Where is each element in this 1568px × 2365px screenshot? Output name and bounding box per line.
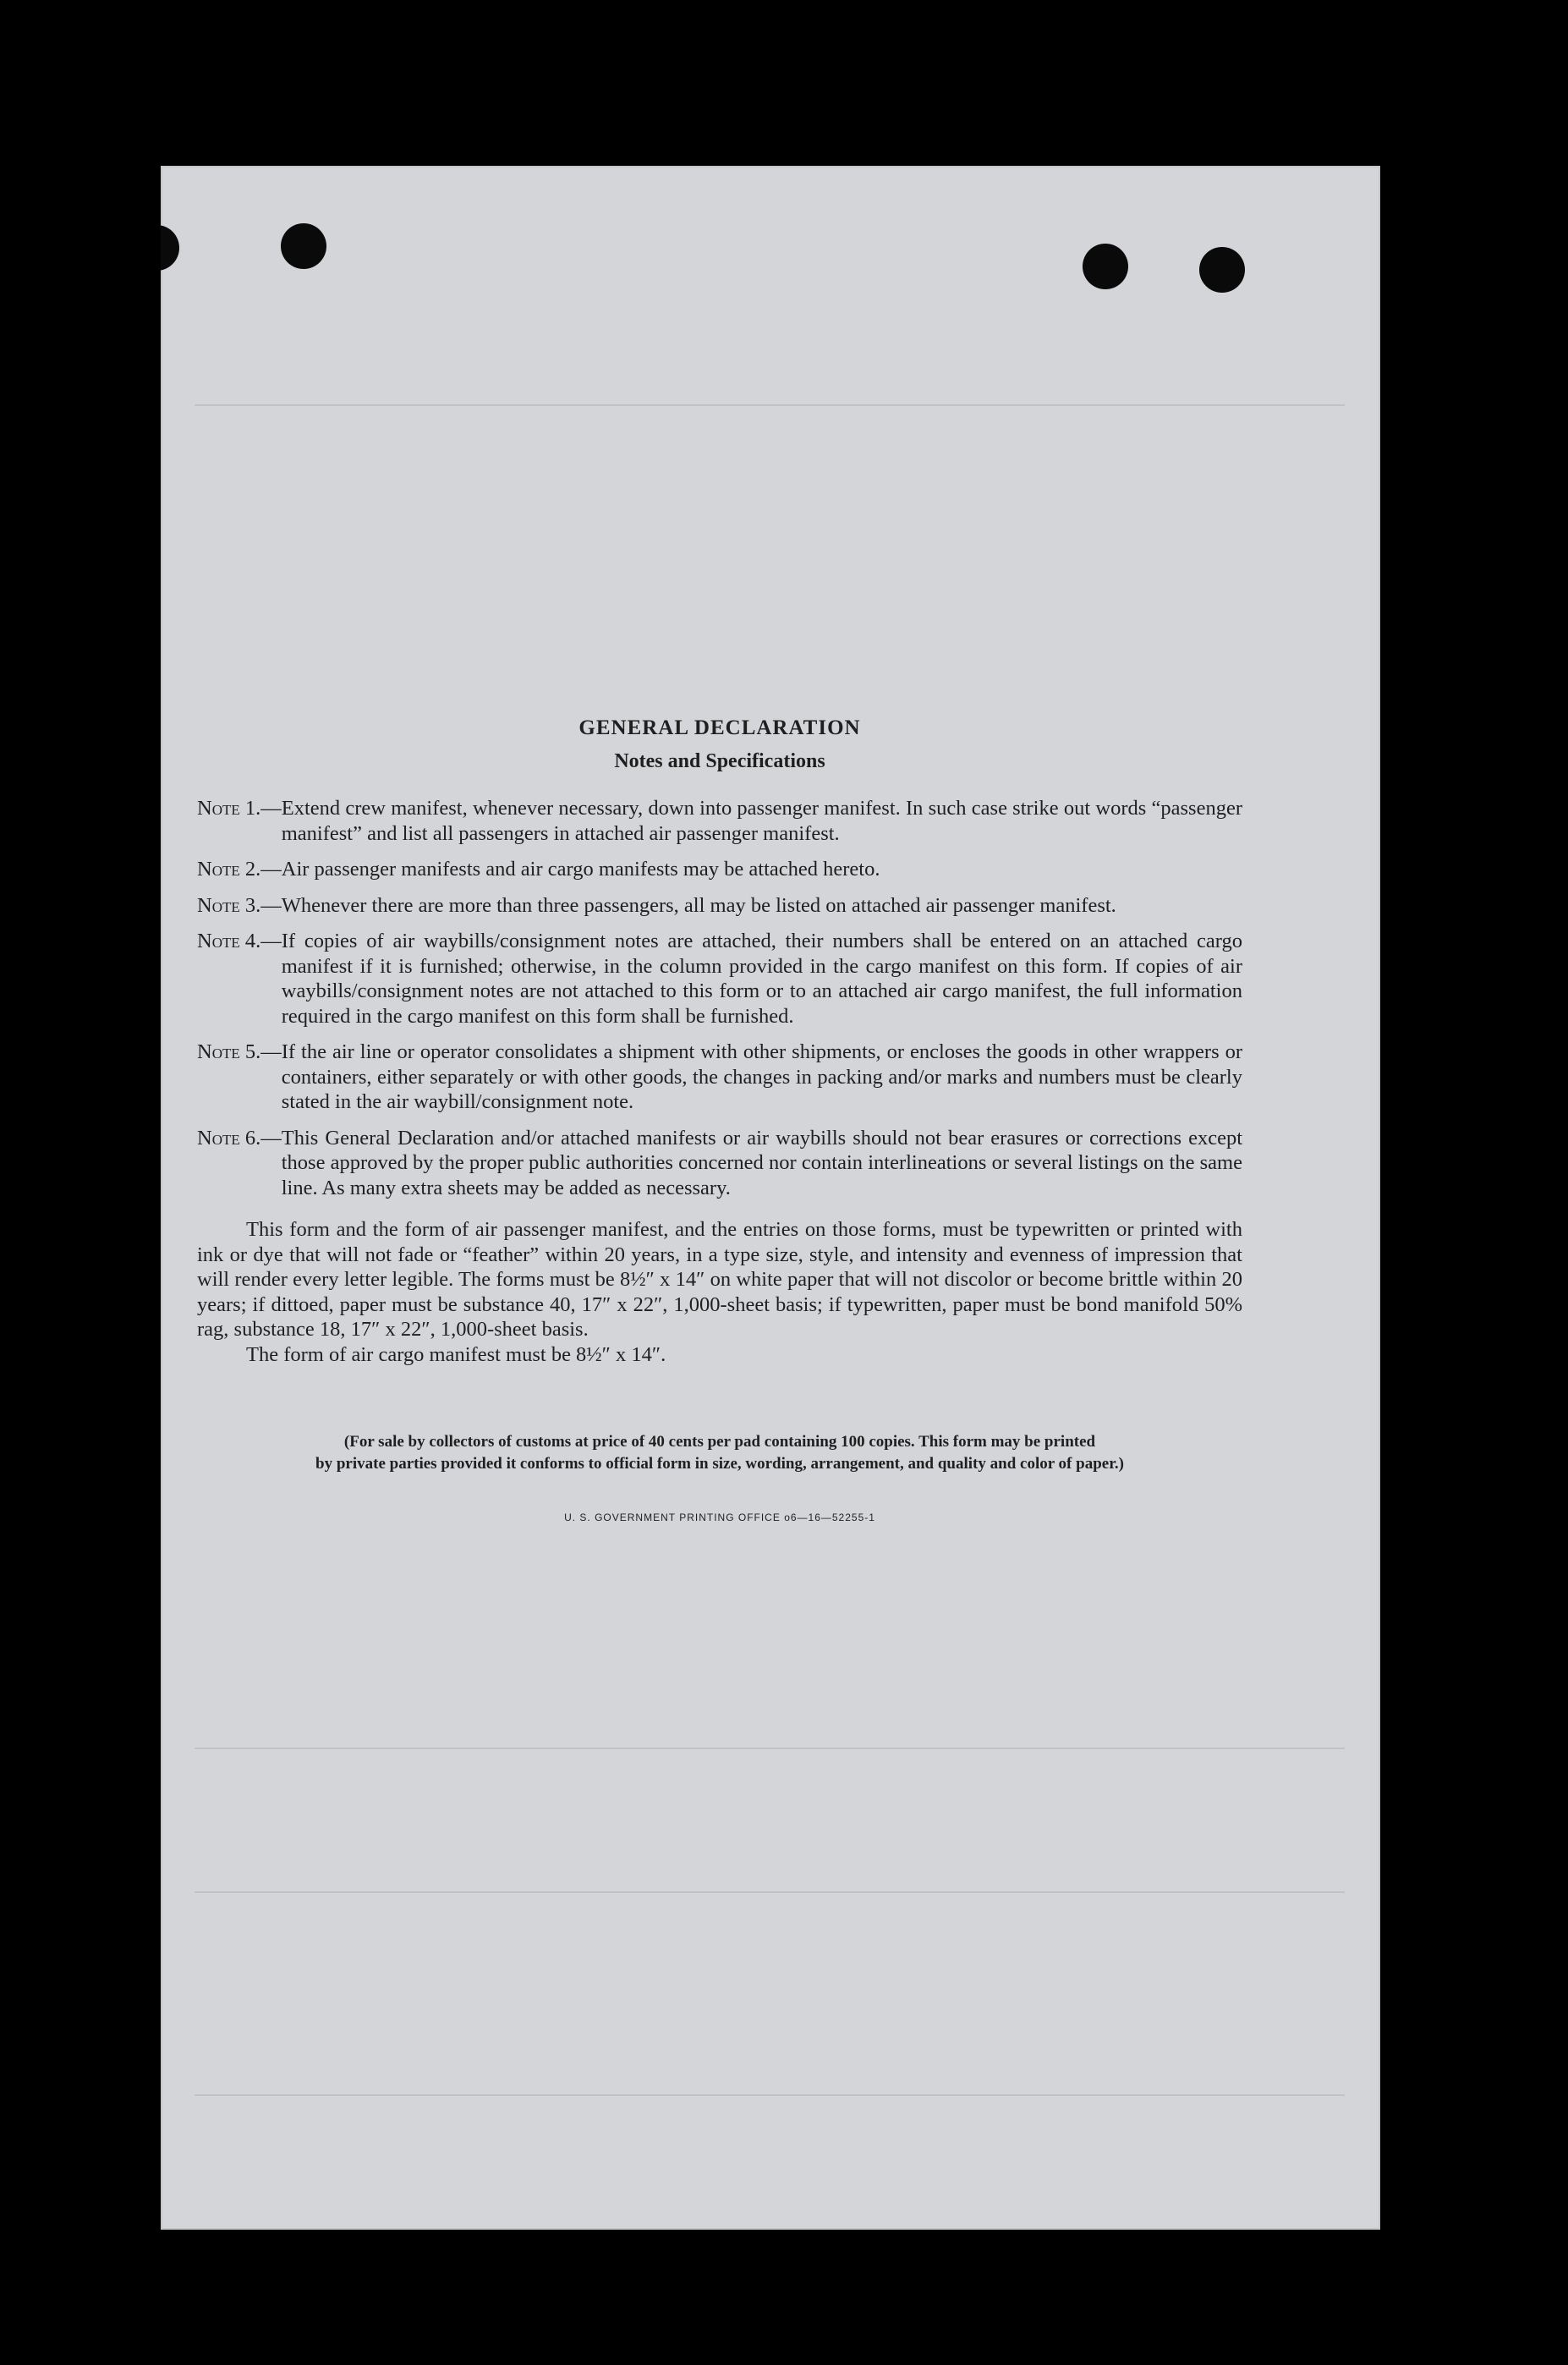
document-page — [161, 166, 1380, 2230]
note-label: Note 5. — [197, 1040, 261, 1063]
note-item — [197, 796, 1242, 846]
note-dash: — — [260, 1126, 282, 1150]
note-text: If the air line or operator consolidates a shipment with other shipments, or encloses the goods in other wrappers or containers, either separately or with other goods, the changes in packing and/or marks and numbers must be clearly stated in the air waybill/consignment note. — [281, 1040, 1242, 1113]
note-dash: — — [260, 930, 282, 952]
note-dash: — — [260, 893, 282, 917]
sale-notice — [197, 1431, 1242, 1475]
note-label: Note 4. — [197, 930, 261, 952]
note-text: Air passenger manifests and air cargo manifests may be attached hereto. — [281, 858, 880, 881]
printer-imprint: U. S. GOVERNMENT PRINTING OFFICE o6—16—52255-1 — [564, 1512, 875, 1523]
cargo-manifest-paragraph: The form of air cargo manifest must be 8½″ x 14″. — [246, 1342, 666, 1366]
notes-and-specifications — [197, 716, 1242, 1531]
note-dash: — — [260, 797, 282, 820]
sale-notice-line: (For sale by collectors of customs at price of 40 cents per pad containing 100 copies. This form may be printed — [343, 1433, 1096, 1451]
note-dash: — — [260, 1040, 282, 1063]
page-subtitle: Notes and Specifications — [614, 749, 825, 772]
note-item — [197, 1126, 1242, 1201]
form-specification-paragraph: This form and the form of air passenger manifest, and the entries on those forms, must be typewritten or printed with ink or dye that will not fade or “feather” within 20 years, in a type size, style, and intensity and evenness of impression that will render every letter legible. The forms must be 8½″ x 14″ on white paper that will not discolor or become brittle within 20 years; if dittoed, paper must be substance 40, 17″ x 22″, 1,000-sheet basis; if typewritten, paper must be bond manifold 50% rag, substance 18, 17″ x 22″, 1,000-sheet basis. — [197, 1218, 1242, 1341]
sale-notice-line: by private parties provided it conforms to official form in size, wording, arrangement, and quality and color of paper.) — [315, 1455, 1124, 1473]
note-item — [197, 929, 1242, 1029]
note-item — [197, 857, 1242, 882]
page-title: GENERAL DECLARATION — [578, 716, 861, 739]
punch-hole-3 — [1083, 244, 1128, 289]
note-label: Note 6. — [197, 1126, 261, 1150]
bleed-through-rule — [195, 1891, 1345, 1893]
note-label: Note 2. — [197, 858, 261, 881]
bleed-through-rule — [195, 1748, 1345, 1749]
note-item — [197, 1040, 1242, 1115]
note-text: Whenever there are more than three passengers, all may be listed on attached air passenger manifest. — [281, 893, 1116, 917]
note-dash: — — [260, 858, 282, 881]
punch-hole-4 — [1199, 247, 1245, 293]
note-text: Extend crew manifest, whenever necessary, down into passenger manifest. In such case strike out words “passenger manifest” and list all passengers in attached air passenger manifest. — [281, 797, 1242, 845]
punch-hole-2 — [281, 223, 326, 269]
bleed-through-rule — [195, 2094, 1345, 2096]
note-label: Note 3. — [197, 893, 261, 917]
note-text: If copies of air waybills/consignment notes are attached, their numbers shall be entered on an attached cargo manifest if it is furnished; otherwise, in the column provided in the cargo manifest on this form. If copies of air waybills/consignment notes are not attached to this form or to an attached air cargo manifest, the full information required in the cargo manifest on this form shall be furnished. — [281, 930, 1242, 1028]
note-label: Note 1. — [197, 797, 261, 820]
note-text: This General Declaration and/or attached manifests or air waybills should not bear erasures or corrections except those approved by the proper public authorities concerned nor contain interlineations or several listings on the same line. As many extra sheets may be added as necessary. — [281, 1126, 1242, 1199]
punch-hole-1 — [161, 225, 179, 271]
bleed-through-rule — [195, 404, 1345, 406]
note-item — [197, 893, 1242, 919]
